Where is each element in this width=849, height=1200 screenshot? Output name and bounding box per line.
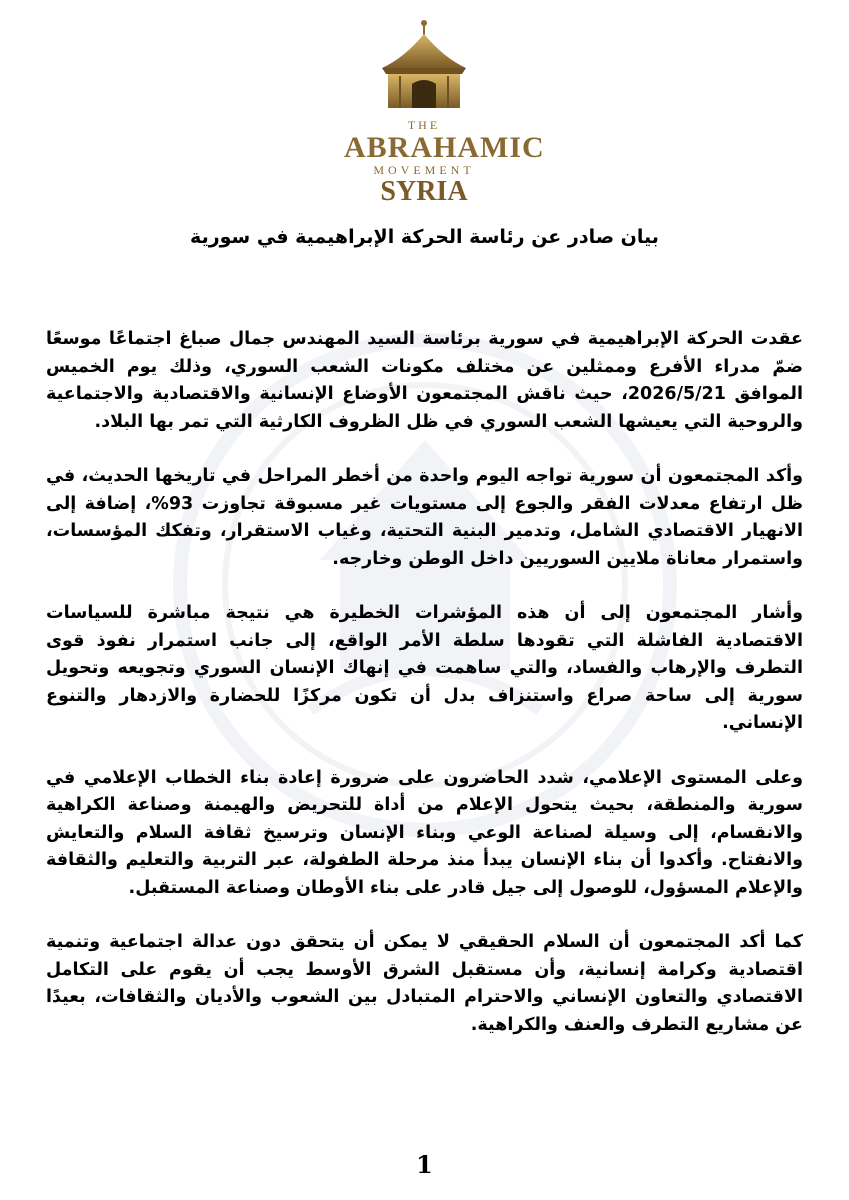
logo-country: SYRIA	[380, 176, 468, 207]
statement-body	[46, 326, 803, 1066]
logo-the: THE	[407, 118, 441, 132]
page-number: 1	[416, 1150, 433, 1179]
abrahamic-movement-logo	[344, 18, 545, 228]
tent-icon	[376, 18, 472, 114]
paragraph-2: وأكد المجتمعون أن سورية تواجه اليوم واحدة من أخطر المراحل في تاريخها الحديث، في ظل ارتفاع معدلات الفقر والجوع إلى مستويات غير مسبوقة تجاوزت 93%، إضافة إلى الانهيار الاقتصادي الشامل، وتدمير البنية التحتية، وغياب الاستقرار، وتفكك المؤسسات، واستمرار معاناة ملايين السوريين داخل الوطن وخارجه.	[46, 466, 803, 569]
paragraph-1: عقدت الحركة الإبراهيمية في سورية برئاسة السيد المهندس جمال صباغ اجتماعًا موسعًا ضمّ مدراء الأفرع وممثلين عن مختلف مكونات الشعب السوري، وذلك يوم الخميس الموافق 2026/5/21، حيث ناقش المجتمعون الأوضاع الإنسانية والاقتصادية والاجتماعية والروحية التي يعيشها الشعب السوري في ظل الظروف الكارثية التي تمر بها البلاد.	[46, 329, 803, 432]
paragraph-5: كما أكد المجتمعون أن السلام الحقيقي لا يمكن أن يتحقق دون عدالة اجتماعية وتنمية اقتصادية وكرامة إنسانية، وأن مستقبل الشرق الأوسط يجب أن يقوم على التكامل الاقتصادي والتعاون الإنساني والاحترام المتبادل بين الشعوب والأديان والثقافات، بعيدًا عن مشاريع التطرف والعنف والكراهية.	[46, 932, 803, 1035]
paragraph-4: وعلى المستوى الإعلامي، شدد الحاضرون على ضرورة إعادة بناء الخطاب الإعلامي في سورية والمنطقة، بحيث يتحول الإعلام من أداة للتحريض والهيمنة وصناعة الكراهية والانقسام، إلى وسيلة لصناعة الوعي وبناء الإنسان وترسيخ ثقافة السلام والتعايش والانفتاح. وأكدوا أن بناء الإنسان يبدأ منذ مرحلة الطفولة، عبر التربية والتعليم والثقافة والإعلام المسؤول، للوصول إلى جيل قادر على بناء الأوطان وصناعة المستقبل.	[46, 767, 803, 898]
statement-heading: بيان صادر عن رئاسة الحركة الإبراهيمية في سورية	[190, 226, 659, 248]
logo-movement: MOVEMENT	[373, 163, 475, 177]
logo-name: ABRAHAMIC	[344, 131, 545, 164]
paragraph-3: وأشار المجتمعون إلى أن هذه المؤشرات الخطيرة هي نتيجة مباشرة للسياسات الاقتصادية الفاشلة التي تقودها سلطة الأمر الواقع، إلى جانب استمرار نفوذ قوى التطرف والإرهاب والفساد، والتي ساهمت في إنهاك الإنسان السوري وتجويعه وتحويل سورية إلى ساحة صراع واستنزاف بدل أن تكون مركزًا للحضارة والازدهار والتنوع الإنساني.	[46, 603, 803, 733]
